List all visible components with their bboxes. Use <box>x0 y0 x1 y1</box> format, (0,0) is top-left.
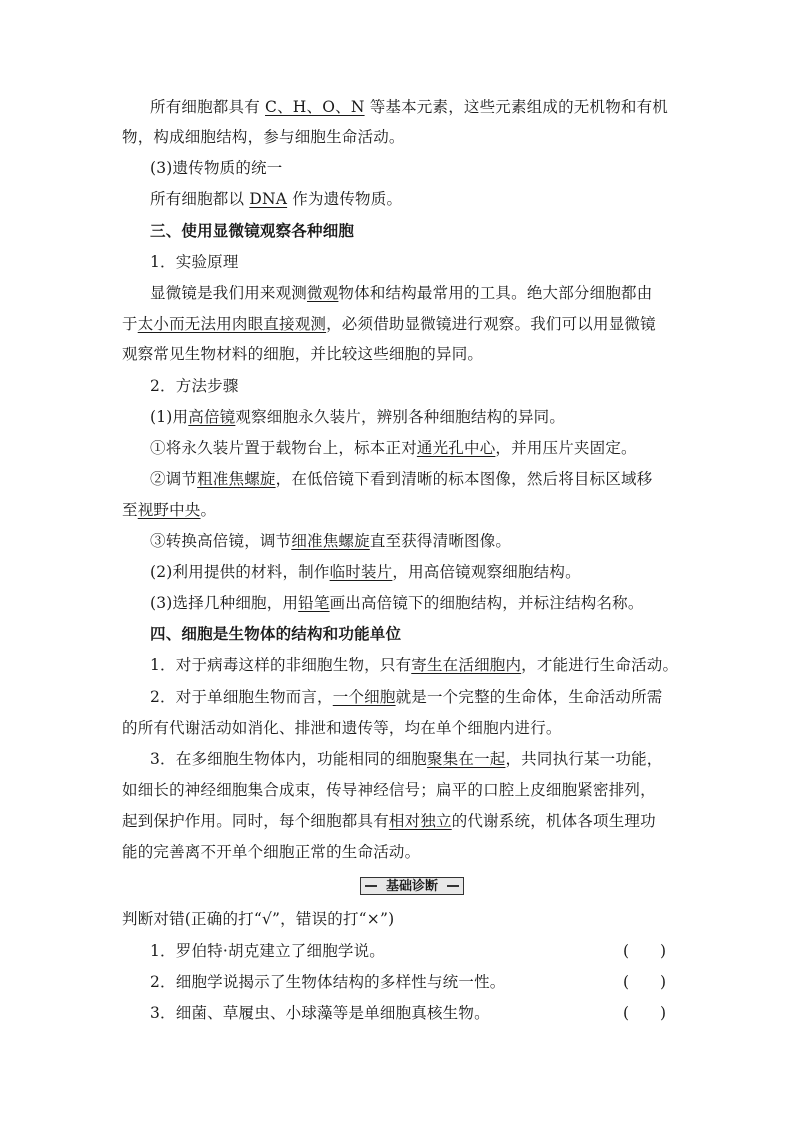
key-term: 寄生在活细胞内 <box>411 656 522 674</box>
text-line: 所有细胞都具有 C、H、O、N 等基本元素，这些元素组成的无机物和有机 <box>150 98 669 116</box>
answer-blank[interactable]: ( ) <box>623 1004 667 1022</box>
subsection-heading: (3)遗传物质的统一 <box>150 159 283 177</box>
key-term: 粗准焦螺旋 <box>197 470 276 488</box>
basic-diagnosis-badge: 基础诊断 <box>360 877 464 895</box>
text-line: 于太小而无法用肉眼直接观测，必须借助显微镜进行观察。我们可以用显微镜 <box>122 315 656 333</box>
text-line: 观察常见生物材料的细胞，并比较这些细胞的异同。 <box>122 345 484 363</box>
key-term: 临时装片 <box>329 563 393 581</box>
section-heading: 三、使用显微镜观察各种细胞 <box>150 221 355 240</box>
key-term: 一个细胞 <box>332 688 396 706</box>
section-heading: 四、细胞是生物体的结构和功能单位 <box>150 624 402 643</box>
text-line: (1)用高倍镜观察细胞永久装片，辨别各种细胞结构的异同。 <box>150 408 566 426</box>
text-line: 2．对于单细胞生物而言，一个细胞就是一个完整的生命体，生命活动所需 <box>150 688 663 706</box>
key-term: 铅笔 <box>298 594 330 612</box>
text-line: 物，构成细胞结构，参与细胞生命活动。 <box>122 128 405 146</box>
text-line: 所有细胞都以 DNA 作为遗传物质。 <box>150 190 403 208</box>
key-term: 微观 <box>307 284 339 302</box>
text-line: 的所有代谢活动如消化、排泄和遗传等，均在单个细胞内进行。 <box>122 719 562 737</box>
quiz-item: 2．细胞学说揭示了生物体结构的多样性与统一性。 <box>150 973 506 991</box>
quiz-item: 3．细菌、草履虫、小球藻等是单细胞真核生物。 <box>150 1004 490 1022</box>
key-term: 通光孔中心 <box>416 439 496 457</box>
key-term: 视野中央 <box>137 501 201 519</box>
answer-blank[interactable]: ( ) <box>623 973 667 991</box>
text-line: 至视野中央。 <box>122 501 217 519</box>
key-term: DNA <box>249 190 288 208</box>
text-line: (2)利用提供的材料，制作临时装片，用高倍镜观察细胞结构。 <box>150 563 581 581</box>
text-line: (3)选择几种细胞，用铅笔画出高倍镜下的细胞结构，并标注结构名称。 <box>150 594 644 612</box>
answer-blank[interactable]: ( ) <box>623 942 667 960</box>
quiz-intro: 判断对错(正确的打“√”，错误的打“×”) <box>122 910 395 928</box>
text-line: 起到保护作用。同时，每个细胞都具有相对独立的代谢系统，机体各项生理功 <box>122 812 656 830</box>
key-term: 太小而无法用肉眼直接观测 <box>137 315 327 333</box>
text-line: ①将永久装片置于载物台上，标本正对通光孔中心，并用压片夹固定。 <box>150 439 637 457</box>
text-line: 显微镜是我们用来观测微观物体和结构最常用的工具。绝大部分细胞都由 <box>150 284 653 302</box>
text-line: 能的完善离不开单个细胞正常的生命活动。 <box>122 843 421 861</box>
key-term: 细准焦螺旋 <box>291 532 370 550</box>
key-term: 高倍镜 <box>188 408 236 426</box>
subsection-heading: 2．方法步骤 <box>150 377 239 395</box>
key-term: 相对独立 <box>388 812 452 830</box>
text-line: ②调节粗准焦螺旋，在低倍镜下看到清晰的标本图像，然后将目标区域移 <box>150 470 653 488</box>
text-line: 1．对于病毒这样的非细胞生物，只有寄生在活细胞内，才能进行生命活动。 <box>150 656 679 674</box>
text-line: 如细长的神经细胞集合成束，传导神经信号；扁平的口腔上皮细胞紧密排列， <box>122 781 656 799</box>
key-term: C、H、O、N <box>265 98 365 116</box>
key-term: 聚集在一起 <box>426 750 506 768</box>
quiz-item: 1．罗伯特·胡克建立了细胞学说。 <box>150 942 385 960</box>
text-line: 3．在多细胞生物体内，功能相同的细胞聚集在一起，共同执行某一功能， <box>150 750 663 768</box>
text-line: ③转换高倍镜，调节细准焦螺旋直至获得清晰图像。 <box>150 532 512 550</box>
subsection-heading: 1．实验原理 <box>150 253 239 271</box>
